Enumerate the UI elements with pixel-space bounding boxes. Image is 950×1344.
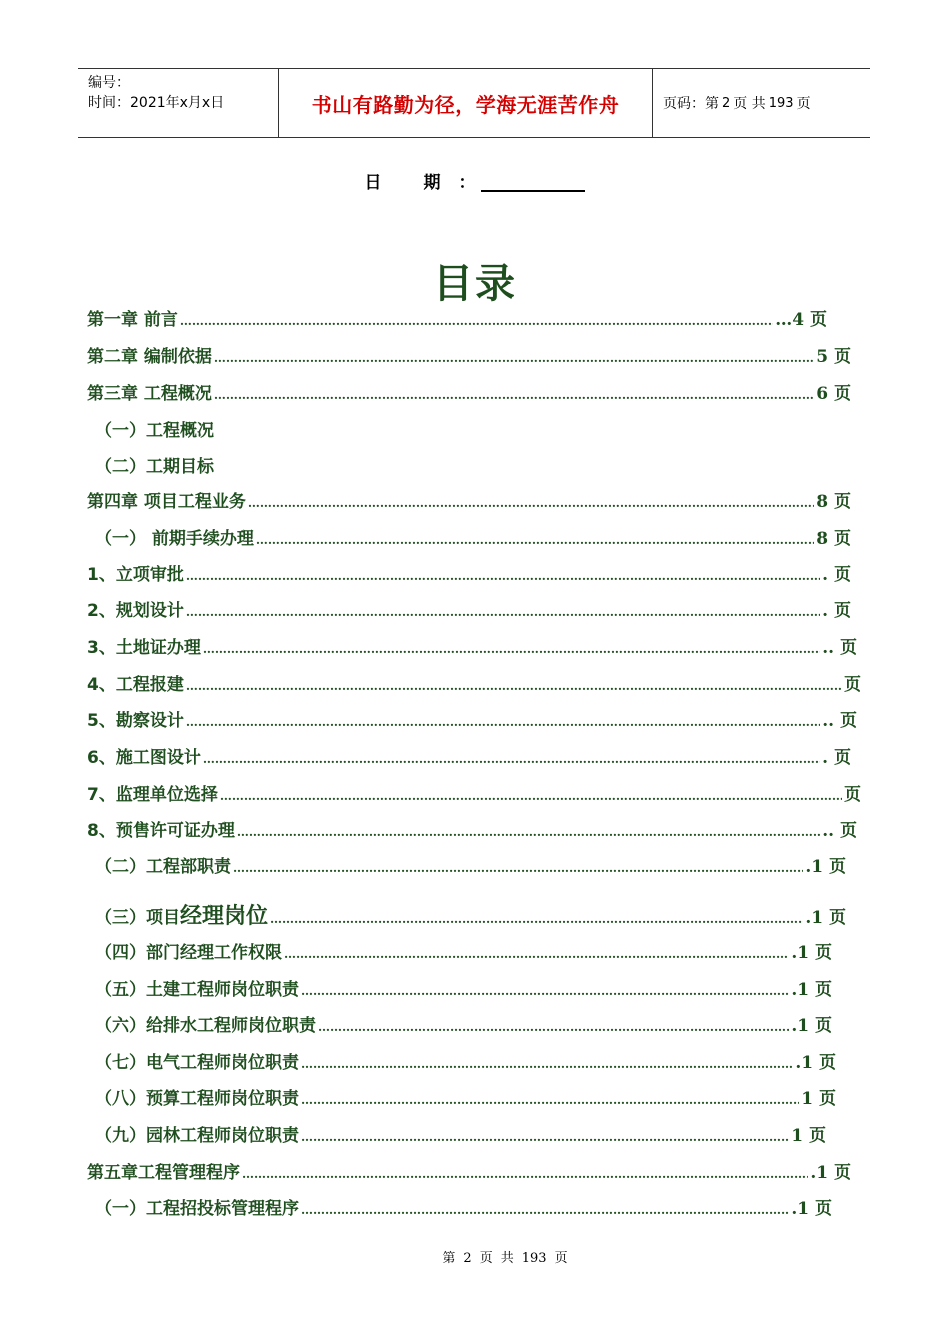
toc-entry-title: 第二章 编制依据 <box>87 347 212 367</box>
toc-leader <box>256 533 814 547</box>
page-total: 193 <box>768 95 794 111</box>
toc-entry-title: （二）工程部职责 <box>95 857 231 877</box>
toc-entry[interactable] <box>87 780 861 805</box>
toc-leader <box>180 314 773 328</box>
toc-entry-title: （二）工期目标 <box>95 457 214 477</box>
toc-leader <box>203 642 820 656</box>
toc-entry-title: 第四章 项目工程业务 <box>87 492 246 512</box>
serial-label: 编号： <box>88 75 130 91</box>
footer-a: 第 <box>442 1251 456 1266</box>
toc-leader <box>186 605 820 619</box>
footer-page-total: 193 <box>521 1251 547 1266</box>
toc-leader <box>284 947 789 961</box>
toc-entry-page: .1 页 <box>791 980 832 1000</box>
toc-entry-page: …4 页 <box>775 310 827 330</box>
toc-entry-page: .1 页 <box>791 1199 832 1219</box>
toc-entry-page: . 页 <box>822 565 851 585</box>
toc-entry-page: .1 页 <box>791 943 832 963</box>
toc-entry[interactable] <box>87 342 851 367</box>
toc-leader <box>237 825 820 839</box>
toc-entry-title: 1、立项审批 <box>87 565 184 585</box>
toc-leader <box>233 861 803 875</box>
toc-leader <box>301 1203 789 1217</box>
toc-entry-page: .1 页 <box>795 1053 836 1073</box>
footer-d: 页 <box>554 1251 568 1266</box>
toc-entry-title: （七）电气工程师岗位职责 <box>95 1053 299 1073</box>
toc-entry[interactable] <box>87 560 851 585</box>
toc-entry-title <box>95 899 268 930</box>
toc-entry-title: 2、规划设计 <box>87 601 184 621</box>
footer-b: 页 <box>479 1251 493 1266</box>
toc-leader <box>203 752 820 766</box>
toc-entry[interactable] <box>95 1084 836 1109</box>
toc-entry-title-b: 经理岗位 <box>180 904 269 929</box>
toc-entry-page: 8 页 <box>816 529 851 549</box>
toc-entry-title: （五）土建工程师岗位职责 <box>95 980 299 1000</box>
toc-entry-title: 5、勘察设计 <box>87 711 184 731</box>
toc-entry-page: 5 页 <box>816 347 851 367</box>
toc-entry-page: . 页 <box>822 601 851 621</box>
toc-leader <box>318 1020 789 1034</box>
toc-entry-title: 7、监理单位选择 <box>87 785 218 805</box>
toc-entry[interactable] <box>95 1121 826 1146</box>
toc-entry[interactable] <box>87 670 861 695</box>
toc-entry-title: （四）部门经理工作权限 <box>95 943 282 963</box>
toc-entry[interactable] <box>87 706 857 731</box>
toc-entry[interactable] <box>87 305 827 330</box>
toc-title: 目录 <box>433 261 517 307</box>
toc-leader <box>248 496 814 510</box>
toc-entry[interactable] <box>95 1011 832 1036</box>
time-label: 时间：2021年x月x日 <box>88 95 225 111</box>
toc-leader <box>301 1130 789 1144</box>
toc-entry[interactable] <box>95 975 832 1000</box>
toc-leader <box>242 1167 808 1181</box>
toc-leader <box>301 984 789 998</box>
toc-entry[interactable] <box>87 596 851 621</box>
toc-entry[interactable] <box>87 743 851 768</box>
toc-entry[interactable] <box>95 1194 832 1219</box>
toc-entry[interactable] <box>87 487 851 512</box>
page-label: 页码：第 <box>663 96 719 112</box>
toc-leader <box>301 1093 799 1107</box>
toc-leader <box>186 569 820 583</box>
toc-entry[interactable] <box>87 379 851 404</box>
toc-entry-page: 1 页 <box>801 1089 836 1109</box>
toc-leader <box>301 1057 793 1071</box>
toc-entry-page: .1 页 <box>805 908 846 928</box>
page-footer <box>0 1247 950 1266</box>
toc-entry-page: .. 页 <box>822 821 857 841</box>
toc-entry[interactable] <box>95 899 846 930</box>
page-end: 页 <box>796 96 811 112</box>
toc-entry-page: .. 页 <box>822 711 857 731</box>
footer-c: 共 <box>500 1251 514 1266</box>
toc-entry-title: 3、土地证办理 <box>87 638 201 658</box>
toc-entry-title: （一）工程概况 <box>95 421 214 441</box>
toc-entry-page: .. 页 <box>822 638 857 658</box>
toc-entry-title: （一） 前期手续办理 <box>95 529 254 549</box>
toc-leader <box>214 388 814 402</box>
toc-leader <box>220 789 842 803</box>
toc-entry-page: 页 <box>844 785 861 805</box>
toc-entry-page: 1 页 <box>791 1126 826 1146</box>
toc-entry-title: 4、工程报建 <box>87 675 184 695</box>
toc-entry-page: 6 页 <box>816 384 851 404</box>
toc-entry[interactable] <box>95 1048 836 1073</box>
toc-entry-page: . 页 <box>822 748 851 768</box>
toc-leader <box>270 912 803 926</box>
toc-entry[interactable] <box>87 1158 851 1183</box>
toc-entry-title: 6、施工图设计 <box>87 748 201 768</box>
toc-entry-page: .1 页 <box>791 1016 832 1036</box>
toc-entry-title: 8、预售许可证办理 <box>87 821 235 841</box>
page-mid: 页 共 <box>733 96 766 112</box>
footer-page-number: 2 <box>463 1251 472 1266</box>
toc-entry-title: （九）园林工程师岗位职责 <box>95 1126 299 1146</box>
toc-leader <box>186 679 842 693</box>
toc-entry[interactable] <box>95 938 832 963</box>
header-motto: 书山有路勤为径，学海无涯苦作舟 <box>279 69 653 137</box>
toc-entry-title: 第五章工程管理程序 <box>87 1163 240 1183</box>
toc-entry[interactable] <box>95 416 214 441</box>
toc-entry-title: 第三章 工程概况 <box>87 384 212 404</box>
toc-entry[interactable] <box>87 816 857 841</box>
toc-entry[interactable] <box>95 524 851 549</box>
toc-entry-title: （一）工程招投标管理程序 <box>95 1199 299 1219</box>
toc-entry-page: 页 <box>844 675 861 695</box>
toc-leader <box>214 351 814 365</box>
date-label: 日 期： <box>364 173 494 193</box>
toc-entry-page: 8 页 <box>816 492 851 512</box>
toc-entry-title: （八）预算工程师岗位职责 <box>95 1089 299 1109</box>
toc-entry-title: （六）给排水工程师岗位职责 <box>95 1016 316 1036</box>
toc-entry-page: .1 页 <box>810 1163 851 1183</box>
toc-entry-title-a: （三）项目 <box>95 908 180 928</box>
toc-leader <box>186 715 820 729</box>
toc-entry[interactable] <box>87 633 857 658</box>
toc-entry[interactable] <box>95 452 214 477</box>
toc-entry-page: .1 页 <box>805 857 846 877</box>
toc-entry[interactable] <box>95 852 846 877</box>
toc-entry-title: 第一章 前言 <box>87 310 178 330</box>
page-number: 2 <box>722 95 731 111</box>
